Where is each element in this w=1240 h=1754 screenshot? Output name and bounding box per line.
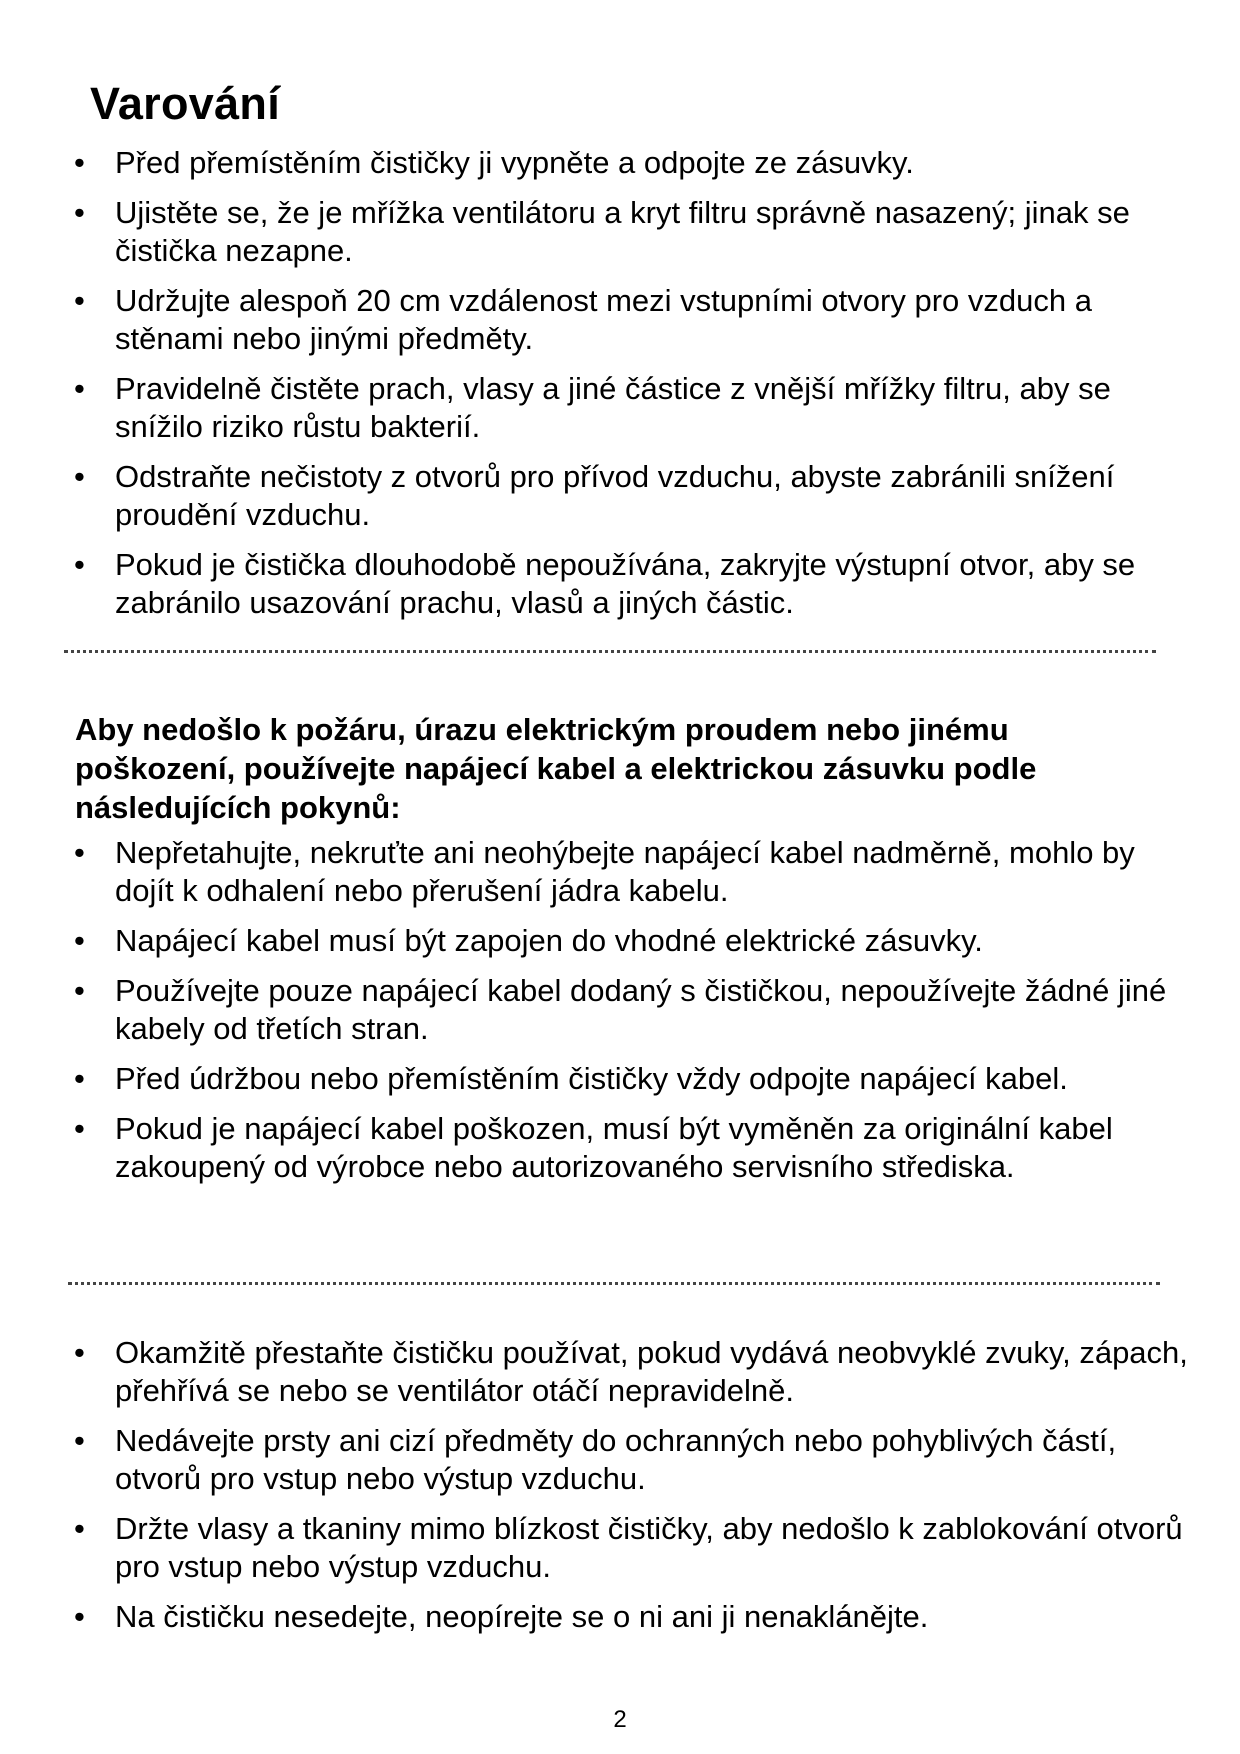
list-item — [70, 370, 1190, 446]
list-item — [70, 282, 1190, 358]
list-item-text: Na čističku nesedejte, neopírejte se o ni ani ji nenaklánějte. — [115, 1599, 929, 1634]
list-item — [70, 922, 1190, 960]
list-item-text: Nedávejte prsty ani cizí předměty do ochranných nebo pohyblivých částí, otvorů pro vstup nebo výstup vzduchu. — [115, 1423, 1117, 1496]
list-item-text: Držte vlasy a tkaniny mimo blízkost čističky, aby nedošlo k zablokování otvorů pro vstup nebo výstup vzduchu. — [115, 1511, 1183, 1584]
list-item-text: Okamžitě přestaňte čističku používat, pokud vydává neobvyklé zvuky, zápach, přehřívá se nebo se ventilátor otáčí nepravidelně. — [115, 1335, 1188, 1408]
page-number: 2 — [613, 1706, 627, 1733]
list-item-text: Používejte pouze napájecí kabel dodaný s čističkou, nepoužívejte žádné jiné kabely od třetích stran. — [115, 973, 1167, 1046]
warning-list-operation — [70, 1334, 1190, 1648]
list-item-text: Odstraňte nečistoty z otvorů pro přívod vzduchu, abyste zabránili snížení proudění vzduchu. — [115, 459, 1115, 532]
list-item — [70, 1598, 1190, 1636]
warning-list-power-cable — [70, 834, 1190, 1198]
bullet-icon: • — [74, 923, 85, 958]
list-item — [70, 834, 1190, 910]
list-item — [70, 546, 1190, 622]
list-item-text: Pokud je čistička dlouhodobě nepoužívána, zakryjte výstupní otvor, aby se zabránilo usazování prachu, vlasů a jiných částic. — [115, 547, 1136, 620]
bullet-icon: • — [74, 973, 85, 1008]
dotted-divider — [64, 650, 1156, 653]
bullet-icon: • — [74, 195, 85, 230]
power-cable-warning-heading: Aby nedošlo k požáru, úrazu elektrickým proudem nebo jinému poškození, používejte napájecí kabel a elektrickou zásuvku podle následujících pokynů: — [75, 712, 1037, 825]
bullet-icon: • — [74, 835, 85, 870]
list-item-text: Před údržbou nebo přemístěním čističky vždy odpojte napájecí kabel. — [115, 1061, 1068, 1096]
list-item-text: Napájecí kabel musí být zapojen do vhodné elektrické zásuvky. — [115, 923, 983, 958]
list-item-text: Ujistěte se, že je mřížka ventilátoru a kryt filtru správně nasazený; jinak se čistička nezapne. — [115, 195, 1130, 268]
list-item — [70, 458, 1190, 534]
list-item-text: Udržujte alespoň 20 cm vzdálenost mezi vstupními otvory pro vzduch a stěnami nebo jinými předměty. — [115, 283, 1092, 356]
bullet-icon: • — [74, 1511, 85, 1546]
list-item — [70, 1422, 1190, 1498]
list-item — [70, 1510, 1190, 1586]
bullet-icon: • — [74, 1061, 85, 1096]
list-item — [70, 1060, 1190, 1098]
bullet-icon: • — [74, 459, 85, 494]
list-item — [70, 144, 1190, 182]
list-item-text: Pokud je napájecí kabel poškozen, musí být vyměněn za originální kabel zakoupený od výrobce nebo autorizovaného servisního střediska. — [115, 1111, 1113, 1184]
bullet-icon: • — [74, 1599, 85, 1634]
bullet-icon: • — [74, 1111, 85, 1146]
page-title: Varování — [90, 78, 281, 129]
list-item-text: Nepřetahujte, nekruťte ani neohýbejte napájecí kabel nadměrně, mohlo by dojít k odhalení nebo přerušení jádra kabelu. — [115, 835, 1135, 908]
list-item — [70, 1110, 1190, 1186]
bullet-icon: • — [74, 145, 85, 180]
bullet-icon: • — [74, 547, 85, 582]
list-item-text: Pravidelně čistěte prach, vlasy a jiné částice z vnější mřížky filtru, aby se snížilo riziko růstu bakterií. — [115, 371, 1111, 444]
list-item — [70, 194, 1190, 270]
dotted-divider — [68, 1282, 1160, 1285]
warning-list-general — [70, 144, 1190, 634]
list-item — [70, 972, 1190, 1048]
bullet-icon: • — [74, 1423, 85, 1458]
list-item — [70, 1334, 1190, 1410]
bullet-icon: • — [74, 371, 85, 406]
bullet-icon: • — [74, 283, 85, 318]
bullet-icon: • — [74, 1335, 85, 1370]
list-item-text: Před přemístěním čističky ji vypněte a odpojte ze zásuvky. — [115, 145, 914, 180]
